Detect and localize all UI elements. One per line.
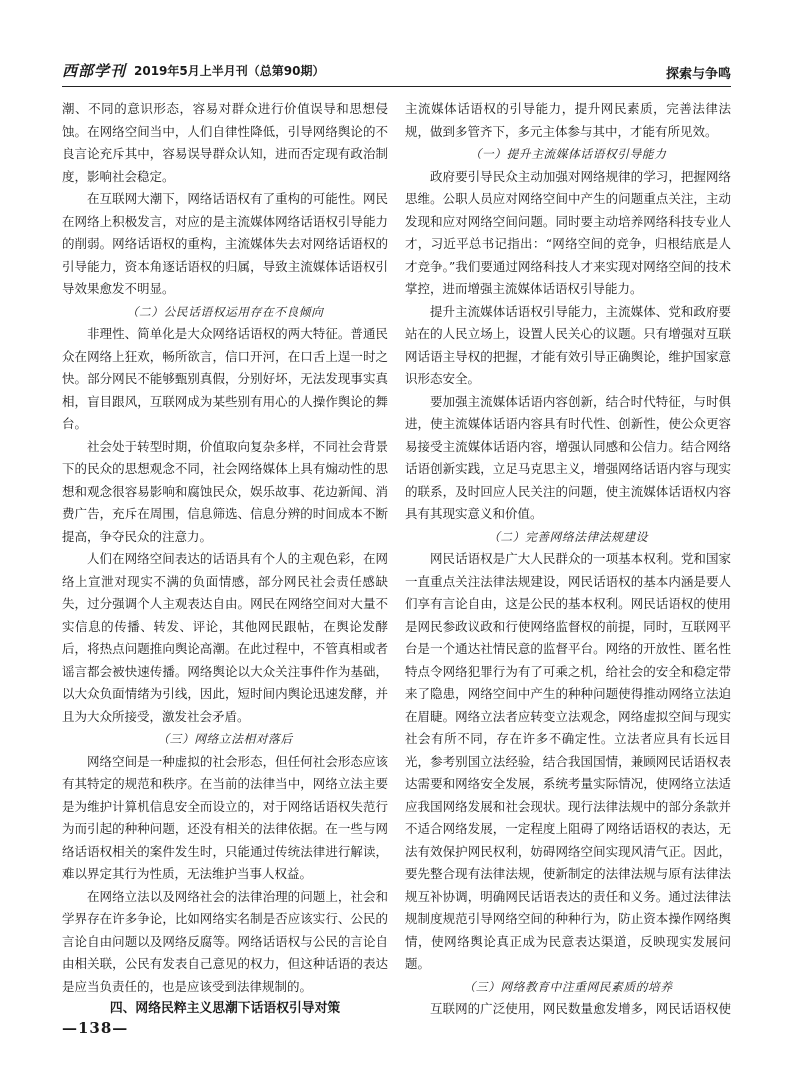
paragraph: 互联网的广泛使用，网民数量愈发增多，网民话语权使 — [430, 1001, 731, 1016]
paragraph: 要加强主流媒体话语内容创新，结合时代特征，与时俱进，使主流媒体话语内容具有时代性、创新性，使公众更容易接受主流媒体话语内容，增强认同感和公信力。结合网络话语创新实践，立足马克思主义，增强网络话语内容与现实的联系，及时回应人民关注的问题，使主流媒体话语权内容具有其现实意义和价值。 — [405, 393, 731, 521]
paragraph: 潮、不同的意识形态，容易对群众进行价值误导和思想侵蚀。在网络空间当中，人们自律性降低，引导网络舆论的不良言论充斥其中，容易误导群众认知，进而否定现有政治制度，影响社会稳定。 — [62, 101, 388, 184]
paragraph: 社会处于转型时期，价值取向复杂多样，不同社会背景下的民众的思想观念不同，社会网络媒体上具有煽动性的思想和观念很容易影响和腐蚀民众，娱乐故事、花边新闻、消费广告，充斥在周围，信息筛选、信息分辨的时间成本不断提高，争夺民众的注意力。 — [62, 438, 388, 544]
paragraph: 在网络立法以及网络社会的法律治理的问题上，社会和学界存在许多争论，比如网络实名制是否应该实行、公民的言论自由问题以及网络反腐等。网络话语权与公民的言论自由相关联，公民有发表自己意见的权力，但这种话语的表达是应当负责任的，也是应该受到法律规制的。 — [62, 888, 388, 994]
left-column — [62, 98, 388, 1018]
section-heading: 四、网络民粹主义思潮下话语权引导对策 — [109, 1001, 341, 1016]
paragraph: 非理性、简单化是大众网络话语权的两大特征。普通民众在网络上狂欢，畅所欲言，信口开河，在口舌上逞一时之快。部分网民不能够甄别真假，分别好坏，无法发现事实真相，盲目跟风，互联网成为某些别有用心的人操作舆论的舞台。 — [62, 326, 388, 431]
paragraph: 提升主流媒体话语权引导能力，主流媒体、党和政府要站在的人民立场上，设置人民关心的议题。只有增强对互联网话语主导权的把握，才能有效引导正确舆论，维护国家意识形态安全。 — [405, 303, 731, 386]
issue-info: 2019年5月上半月刊（总第90期） — [134, 64, 325, 78]
page-header — [62, 58, 731, 84]
subheading: （三）网络教育中注重网民素质的培养 — [463, 979, 673, 994]
paragraph: 人们在网络空间表达的话语具有个人的主观色彩，在网络上宣泄对现实不满的负面情感，部分网民社会责任感缺失，过分强调个人主观表达自由。网民在网络空间对大量不实信息的传播、转发、评论，其他网民跟帖，在舆论发酵后，将热点问题推向舆论高潮。在此过程中，不管真相或者谣言都会被快速传播。网络舆论以大众关注事件作为基础，以大众负面情绪为引线，因此，短时间内舆论迅速发酵，并且为大众所接受，激发社会矛盾。 — [62, 551, 388, 724]
subheading: （三）网络立法相对落后 — [157, 732, 293, 746]
subheading: （二）公民话语权运用存在不良倾向 — [126, 304, 324, 319]
paragraph: 政府要引导民众主动加强对网络规律的学习，把握网络思维。公职人员应对网络空间中产生的问题重点关注，主动发现和应对网络空间问题。同时要主动培养网络科技专业人才，习近平总书记指出：“网络空间的竞争，归根结底是人才竞争。”我们要通过网络科技人才来实现对网络空间的技术掌控，进而增强主流媒体话语权引导能力。 — [405, 168, 731, 296]
subheading: （二）完善网络法律法规建设 — [488, 529, 648, 544]
journal-logo: 西部学刊 — [62, 62, 127, 80]
right-column — [405, 98, 731, 1018]
subheading: （一）提升主流媒体话语权引导能力 — [469, 147, 667, 161]
paragraph: 在互联网大潮下，网络话语权有了重构的可能性。网民在网络上积极发言，对应的是主流媒体网络话语权引导能力的削弱。网络话语权的重构，主流媒体失去对网络话语权的引导能力，资本角逐话语权的归属，导致主流媒体话语权引导效果愈发不明显。 — [62, 191, 388, 296]
paragraph: 主流媒体话语权的引导能力，提升网民素质，完善法律法规，做到多管齐下，多元主体参与其中，才能有所见效。 — [405, 101, 731, 139]
paragraph: 网民话语权是广大人民群众的一项基本权利。党和国家一直重点关注法律法规建设，网民话语权的基本内涵是要人们享有言论自由，这是公民的基本权利。网民话语权的使用是网民参政议政和行使网络监督权的前提，同时，互联网平台是一个通达社情民意的监督平台。网络的开放性、匿名性特点令网络犯罪行为有了可乘之机，给社会的安全和稳定带来了隐患，网络空间中产生的种种问题使得推动网络立法迫在眉睫。网络立法者应转变立法观念，网络虚拟空间与现实社会有所不同，存在许多不确定性。立法者应具有长远目光，参考别国立法经验，结合我国国情，兼顾网民话语权表达需要和网络安全发展，系统考量实际情况，使网络立法适应我国网络发展和社会现状。现行法律法规中的部分条款并不适合网络发展，一定程度上阻碍了网络话语权的表达，无法有效保护网民权利，妨碍网络空间实现风清气正。因此，要先整合现有法律法规，使新制定的法律法规与原有法律法规互补协调，明确网民话语表达的责任和义务。通过法律法规制度规范引导网络空间的种种行为，防止资本操作网络舆情，使网络舆论真正成为民意表达渠道，反映现实发展问题。 — [405, 551, 731, 971]
paragraph: 网络空间是一种虚拟的社会形态，但任何社会形态应该有其特定的规范和秩序。在当前的法律当中，网络立法主要是为维护计算机信息安全而设立的，对于网络话语权失范行为而引起的种种问题，还没有相关的法律依据。在一些与网络话语权相关的案件发生时，只能通过传统法律进行解读，难以界定其行为性质，无法维护当事人权益。 — [62, 753, 388, 881]
page-number: —138— — [62, 1019, 129, 1037]
section-title: 探索与争鸣 — [665, 67, 731, 82]
header-rule — [62, 86, 731, 87]
